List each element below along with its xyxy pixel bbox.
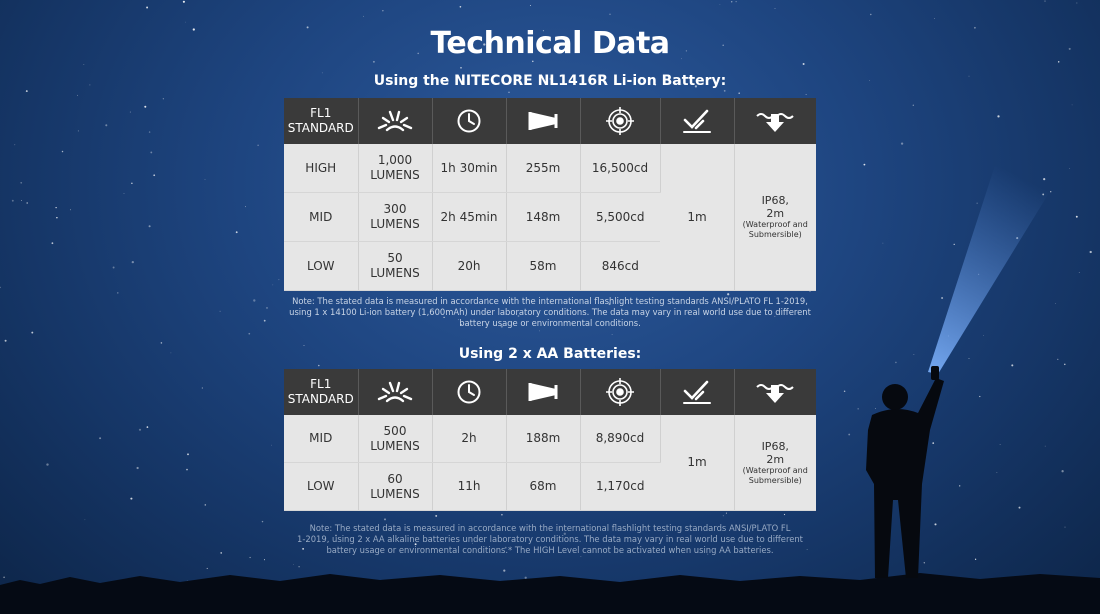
output-unit: LUMENS <box>370 168 420 182</box>
output-unit: LUMENS <box>370 486 420 501</box>
output-unit: LUMENS <box>370 438 420 453</box>
mode-cell: LOW <box>284 242 358 291</box>
note-line: using 1 x 14100 Li-ion battery (1,600mAh) under laboratory conditions. The data may vary in real world use due to different <box>289 307 811 317</box>
note-line: Note: The stated data is measured in accordance with the international flashlight testing standards ANSI/PLATO FL <box>309 523 791 533</box>
ip-note-line2: Submersible) <box>748 475 802 485</box>
distance-cell: 148m <box>506 193 580 242</box>
fl1-label: FL1 <box>310 377 332 391</box>
runtime-cell: 1h 30min <box>432 144 506 193</box>
intensity-cell: 846cd <box>580 242 660 291</box>
standard-label: STANDARD <box>287 392 354 406</box>
intensity-cell: 8,890cd <box>580 415 660 463</box>
output-value: 50 <box>387 251 403 265</box>
output-unit: LUMENS <box>370 266 420 280</box>
impact-cell: 1m <box>660 415 734 511</box>
mode-cell: MID <box>284 415 358 463</box>
grass-silhouette <box>0 573 1100 614</box>
distance-cell: 255m <box>506 144 580 193</box>
note-line: Note: The stated data is measured in accordance with the international flashlight testing standards ANSI/PLATO FL 1-2019, <box>292 296 808 306</box>
mode-cell: HIGH <box>284 144 358 193</box>
flashlight-beam <box>928 150 1060 374</box>
distance-cell: 68m <box>506 463 580 511</box>
output-unit: LUMENS <box>370 217 420 231</box>
runtime-cell: 20h <box>432 242 506 291</box>
ip-depth: 2m <box>766 207 785 220</box>
intensity-cell: 16,500cd <box>580 144 660 193</box>
section2-subtitle: Using 2 x AA Batteries: <box>458 346 642 362</box>
section1-subtitle: Using the NITECORE NL1416R Li-ion Battery: <box>373 73 727 89</box>
output-value: 300 <box>383 202 407 216</box>
runtime-cell: 2h 45min <box>432 193 506 242</box>
ip-depth: 2m <box>766 452 785 466</box>
output-value: 60 <box>387 471 403 486</box>
ip-note-line1: (Waterproof and <box>742 465 808 475</box>
page-title: Technical Data <box>430 26 670 61</box>
note-line: battery usage or environmental conditions. <box>459 318 641 328</box>
note-line: 1-2019, using 2 x AA alkaline batteries under laboratory conditions. The data may vary in real world use due to different <box>297 534 803 544</box>
mode-cell: MID <box>284 193 358 242</box>
impact-cell: 1m <box>660 144 734 291</box>
distance-cell: 58m <box>506 242 580 291</box>
intensity-cell: 5,500cd <box>580 193 660 242</box>
output-value: 500 <box>383 423 407 438</box>
ip-note-line1: (Waterproof and <box>742 220 808 229</box>
standard-label: STANDARD <box>287 121 354 135</box>
runtime-cell: 2h <box>432 415 506 463</box>
mode-cell: LOW <box>284 463 358 511</box>
output-value: 1,000 <box>377 153 413 167</box>
runtime-cell: 11h <box>432 463 506 511</box>
ip-note-line2: Submersible) <box>748 230 802 239</box>
person-silhouette <box>866 366 944 578</box>
fl1-label: FL1 <box>310 106 332 120</box>
ip-rating: IP68, <box>761 439 789 453</box>
distance-cell: 188m <box>506 415 580 463</box>
ip-rating: IP68, <box>761 194 789 207</box>
note-line: battery usage or environmental conditions.* The HIGH Level cannot be activated when using AA batteries. <box>326 545 774 555</box>
intensity-cell: 1,170cd <box>580 463 660 511</box>
